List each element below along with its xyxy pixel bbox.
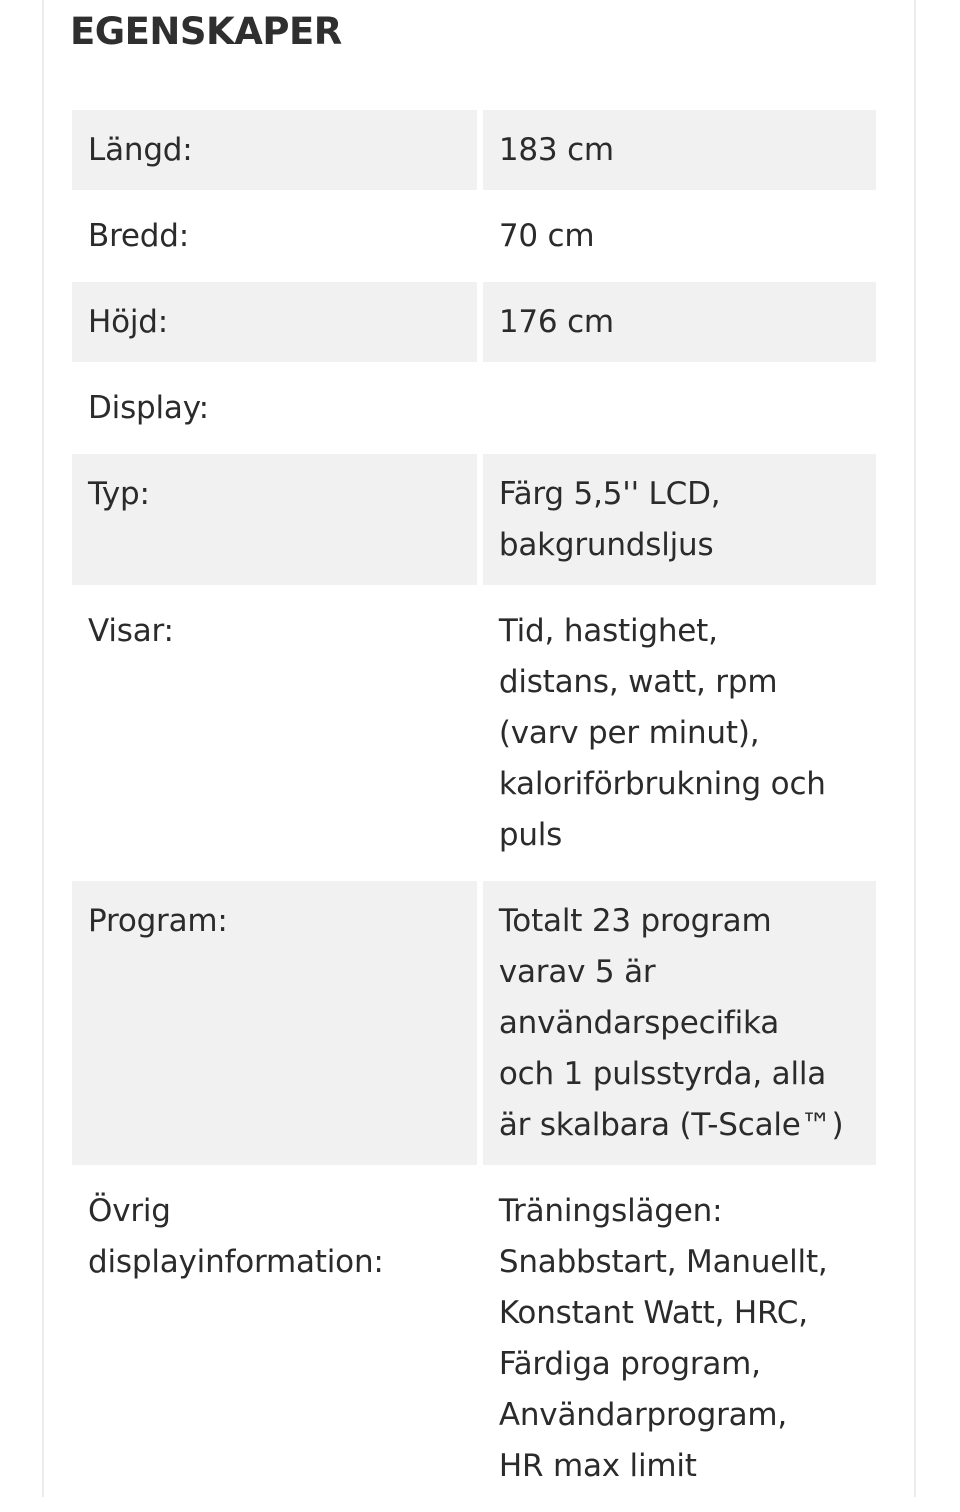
spec-value-shows: Tid, hastighet, distans, watt, rpm (varv per minut), kaloriförbrukning och puls	[498, 613, 826, 853]
section-title: EGENSKAPER	[70, 10, 342, 53]
spec-value-length: 183 cm	[483, 110, 876, 190]
table-row	[72, 881, 876, 1165]
specs-table	[66, 104, 882, 1512]
spec-label-program: Program:	[72, 881, 477, 1165]
spec-value-other-display-info: Träningslägen: Snabbstart, Manuellt, Konstant Watt, HRC, Färdiga program, Användarprogram, HR max limit	[498, 1193, 828, 1484]
spec-label-shows: Visar:	[88, 613, 174, 649]
spec-label-other-display-info: Övrig displayinformation:	[88, 1193, 384, 1280]
spec-label-display: Display:	[88, 390, 209, 426]
spec-value-height: 176 cm	[483, 282, 876, 362]
table-row	[72, 282, 876, 362]
table-row	[72, 196, 876, 276]
spec-value-width: 70 cm	[498, 218, 595, 254]
table-row	[72, 1171, 876, 1506]
table-row	[72, 368, 876, 448]
table-row	[72, 591, 876, 875]
spec-value-display	[483, 368, 876, 448]
spec-label-type: Typ:	[72, 454, 477, 585]
spec-label-width: Bredd:	[88, 218, 190, 254]
table-row	[72, 454, 876, 585]
spec-label-length: Längd:	[72, 110, 477, 190]
spec-value-program: Totalt 23 program varav 5 är användarspecifika och 1 pulsstyrda, alla är skalbara (T-Scale™)	[483, 881, 876, 1165]
spec-value-type: Färg 5,5'' LCD, bakgrundsljus	[483, 454, 876, 585]
spec-label-height: Höjd:	[72, 282, 477, 362]
table-row	[72, 110, 876, 190]
